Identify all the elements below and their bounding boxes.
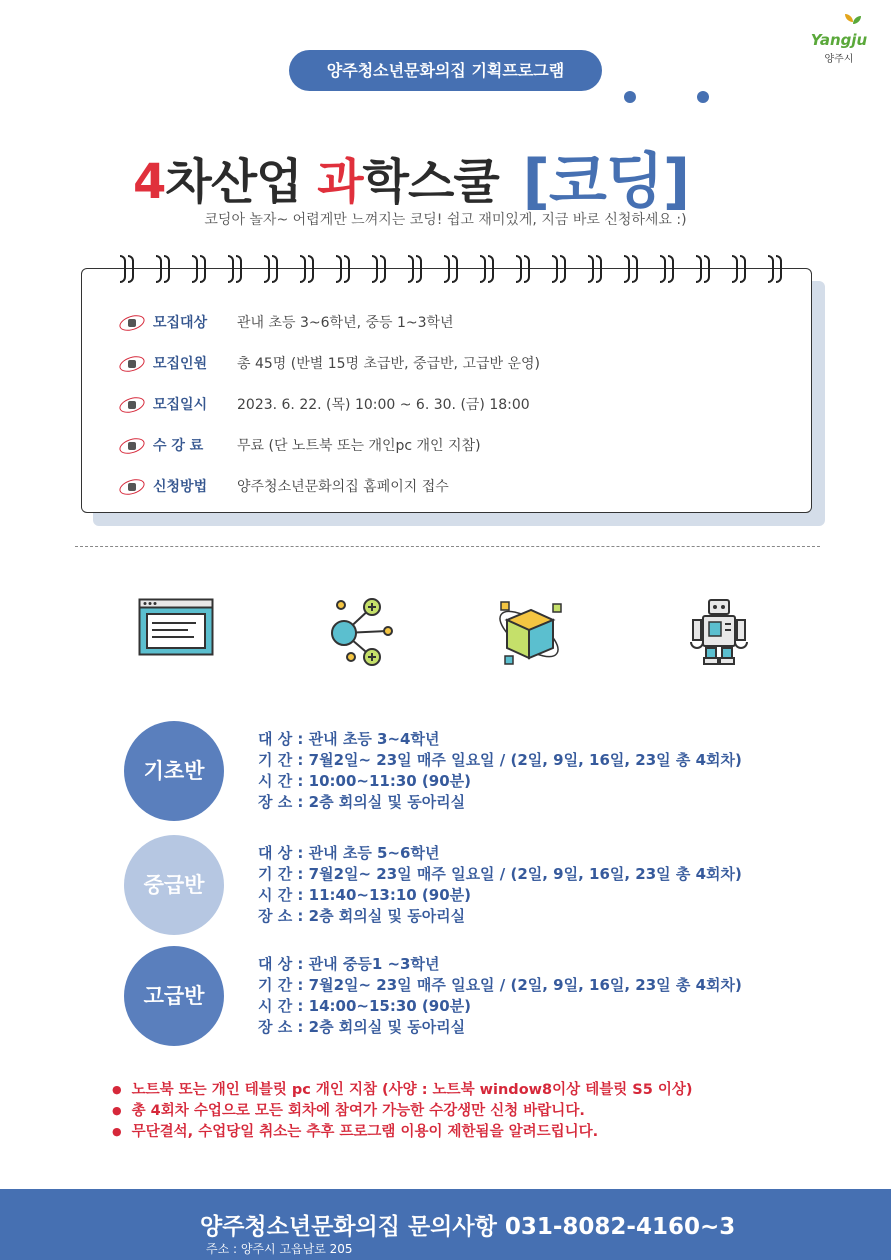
info-label: 신청방법 bbox=[153, 478, 208, 495]
bullet-icon bbox=[117, 394, 147, 414]
subtitle: 코딩아 놀자~ 어렵게만 느껴지는 코딩! 쉽고 재미있게, 지금 바로 신청하세요 :) bbox=[204, 212, 687, 228]
notice-item: ● 노트북 또는 개인 테블릿 pc 개인 지참 (사양 : 노트북 window8이상 테블릿 S5 이상) bbox=[112, 1080, 693, 1101]
binding-ring bbox=[730, 255, 766, 285]
course-badge: 기초반 bbox=[124, 721, 224, 821]
spiral-binding bbox=[118, 255, 802, 285]
binding-ring bbox=[622, 255, 658, 285]
info-label: 모집인원 bbox=[153, 355, 208, 372]
icon-row bbox=[0, 590, 891, 670]
bullet-icon bbox=[117, 435, 147, 455]
binding-ring bbox=[370, 255, 406, 285]
course-place: 장 소 : 2층 회의실 및 동아리실 bbox=[258, 793, 466, 811]
leaf-icon bbox=[809, 14, 869, 34]
bullet-icon bbox=[117, 353, 147, 373]
info-row bbox=[117, 342, 540, 383]
binding-ring bbox=[550, 255, 586, 285]
binding-ring bbox=[442, 255, 478, 285]
title-word: 학스쿨 bbox=[362, 154, 515, 210]
course-period: 기 간 : 7월2일~ 23일 매주 일요일 / (2일, 9일, 16일, 23일 총 4회차) bbox=[258, 865, 742, 883]
binding-ring bbox=[694, 255, 730, 285]
bullet-icon bbox=[117, 476, 147, 496]
course-place: 장 소 : 2층 회의실 및 동아리실 bbox=[258, 1018, 466, 1036]
course-time: 시 간 : 11:40~13:10 (90분) bbox=[258, 886, 472, 904]
info-row bbox=[117, 383, 540, 424]
title-word: 차산업 bbox=[165, 154, 318, 210]
title-coding: [코딩] bbox=[522, 147, 690, 217]
binding-ring bbox=[586, 255, 622, 285]
binding-ring bbox=[190, 255, 226, 285]
notice-list bbox=[112, 1080, 693, 1143]
info-value: 2023. 6. 22. (목) 10:00 ~ 6. 30. (금) 18:00 bbox=[237, 396, 530, 413]
cube-orbit-icon bbox=[493, 598, 565, 668]
browser-window-icon bbox=[138, 598, 214, 656]
binding-ring bbox=[766, 255, 802, 285]
info-value: 양주청소년문화의집 홈페이지 접수 bbox=[237, 478, 449, 495]
course-period: 기 간 : 7월2일~ 23일 매주 일요일 / (2일, 9일, 16일, 23일 총 4회차) bbox=[258, 751, 742, 769]
course-period: 기 간 : 7월2일~ 23일 매주 일요일 / (2일, 9일, 16일, 23일 총 4회차) bbox=[258, 976, 742, 994]
address: 주소 : 양주시 고읍남로 205 bbox=[206, 1242, 353, 1256]
course-basic bbox=[0, 721, 891, 821]
contact-info: 양주청소년문화의집 문의사항 031-8082-4160~3 bbox=[200, 1214, 736, 1240]
course-time: 시 간 : 10:00~11:30 (90분) bbox=[258, 772, 472, 790]
info-row bbox=[117, 424, 540, 465]
yangju-logo bbox=[809, 14, 869, 65]
binding-ring bbox=[514, 255, 550, 285]
binding-ring bbox=[334, 255, 370, 285]
title-dot-decoration bbox=[697, 91, 709, 103]
info-label: 수 강 료 bbox=[153, 437, 204, 454]
binding-ring bbox=[478, 255, 514, 285]
logo-text: Yangju bbox=[810, 31, 868, 49]
course-target: 대 상 : 관내 중등1 ~3학년 bbox=[258, 955, 440, 973]
binding-ring bbox=[154, 255, 190, 285]
info-list bbox=[117, 301, 540, 506]
logo-subtext: 양주시 bbox=[824, 54, 854, 65]
course-advanced bbox=[0, 946, 891, 1046]
info-value: 총 45명 (반별 15명 초급반, 중급반, 고급반 운영) bbox=[237, 355, 540, 372]
binding-ring bbox=[298, 255, 334, 285]
info-label: 모집대상 bbox=[153, 314, 208, 331]
title-highlight: 과 bbox=[317, 154, 363, 210]
program-tag: 양주청소년문화의집 기획프로그램 bbox=[289, 50, 602, 91]
info-row bbox=[117, 465, 540, 506]
bullet-icon bbox=[117, 312, 147, 332]
info-value: 관내 초등 3~6학년, 중등 1~3학년 bbox=[237, 314, 454, 331]
network-nodes-icon bbox=[327, 595, 397, 667]
binding-ring bbox=[406, 255, 442, 285]
info-row bbox=[117, 301, 540, 342]
binding-ring bbox=[658, 255, 694, 285]
course-badge: 고급반 bbox=[124, 946, 224, 1046]
info-label: 모집일시 bbox=[153, 396, 208, 413]
binding-ring bbox=[118, 255, 154, 285]
notice-item: ● 총 4회차 수업으로 모든 회차에 참여가 가능한 수강생만 신청 바랍니다. bbox=[112, 1101, 693, 1122]
course-intermediate bbox=[0, 835, 891, 935]
course-badge: 중급반 bbox=[124, 835, 224, 935]
notice-item: ● 무단결석, 수업당일 취소는 추후 프로그램 이용이 제한됨을 알려드립니다. bbox=[112, 1122, 693, 1143]
course-place: 장 소 : 2층 회의실 및 동아리실 bbox=[258, 907, 466, 925]
binding-ring bbox=[262, 255, 298, 285]
robot-icon bbox=[688, 596, 750, 668]
course-target: 대 상 : 관내 초등 5~6학년 bbox=[258, 844, 440, 862]
title-number: 4 bbox=[133, 154, 166, 210]
page-title bbox=[0, 112, 891, 217]
footer bbox=[0, 1189, 891, 1260]
divider bbox=[75, 546, 820, 547]
course-target: 대 상 : 관내 초등 3~4학년 bbox=[258, 730, 440, 748]
binding-ring bbox=[226, 255, 262, 285]
course-time: 시 간 : 14:00~15:30 (90분) bbox=[258, 997, 472, 1015]
info-value: 무료 (단 노트북 또는 개인pc 개인 지참) bbox=[237, 437, 481, 454]
title-dot-decoration bbox=[624, 91, 636, 103]
